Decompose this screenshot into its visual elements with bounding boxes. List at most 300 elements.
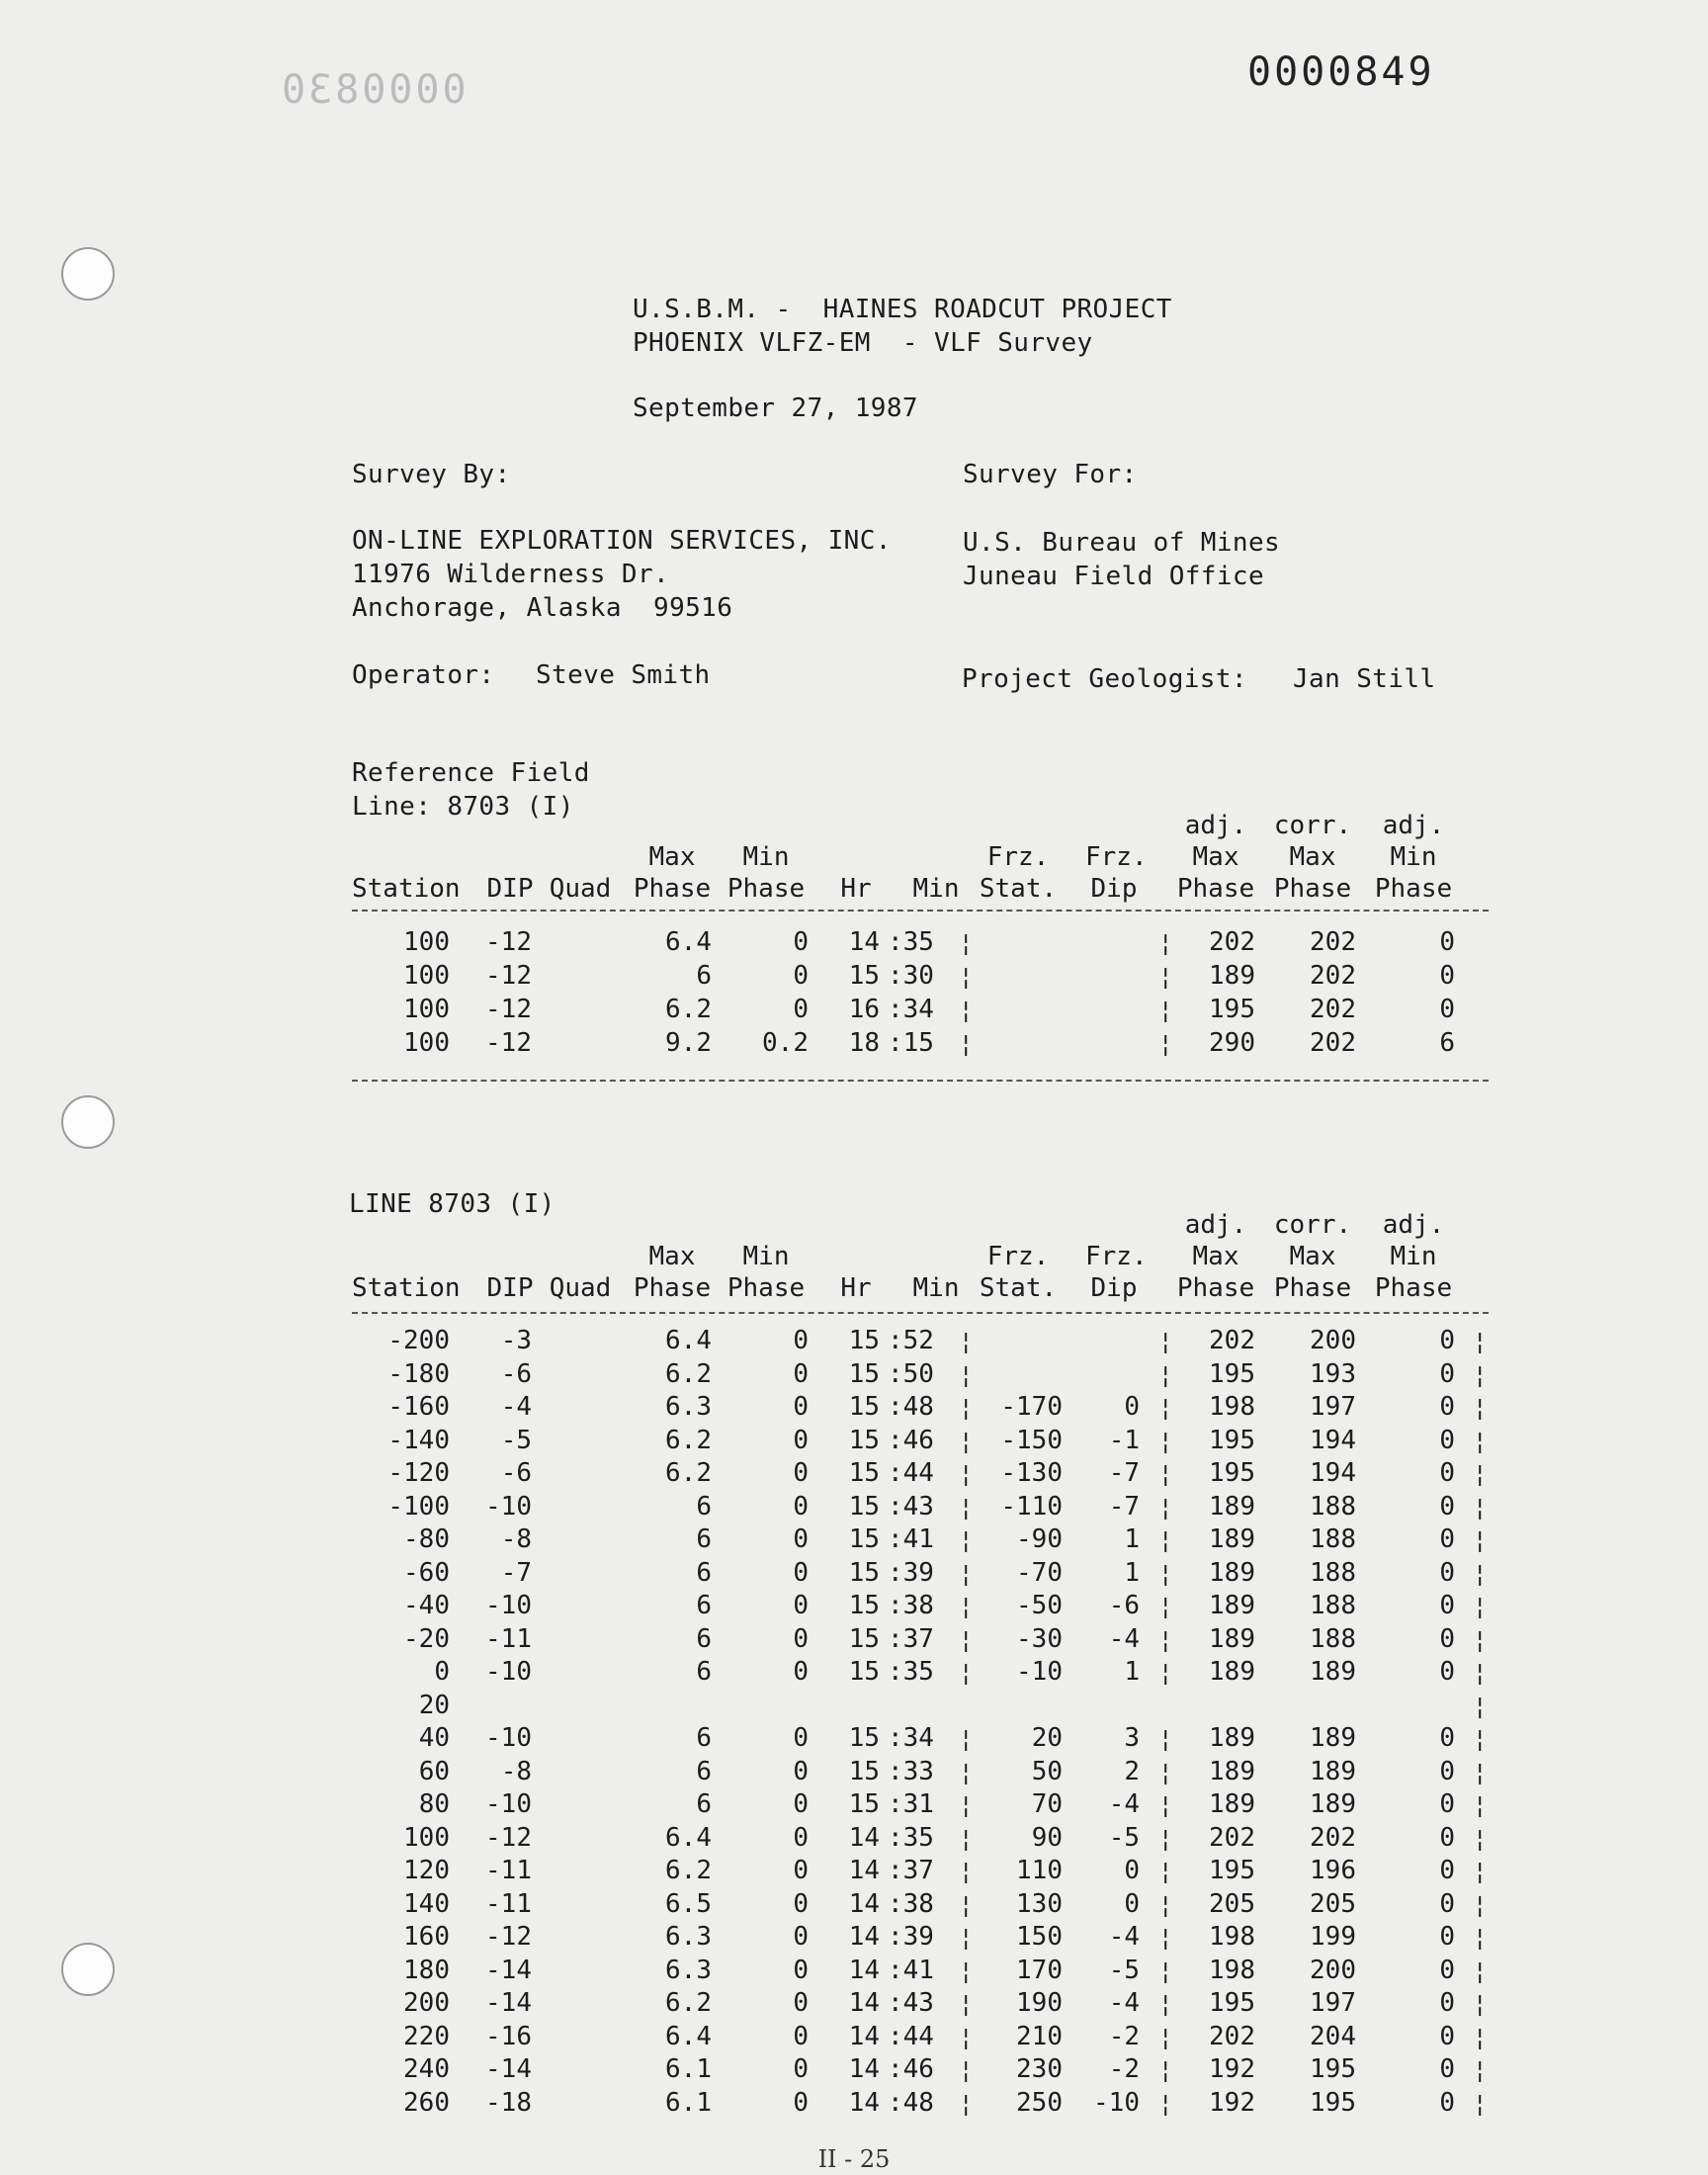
cell-corr-max-phase: 188 xyxy=(1310,1491,1356,1522)
cell-hr: 14 xyxy=(848,1922,880,1952)
cell-corr-max-phase: 202 xyxy=(1310,995,1356,1024)
cell-min-phase: 0 xyxy=(793,1557,809,1588)
cell-min: :48 xyxy=(888,1392,934,1422)
cell-max-phase: 6 xyxy=(696,1623,712,1654)
cell-station: -140 xyxy=(387,1425,450,1455)
cell-min-phase: 0 xyxy=(793,1657,809,1687)
cell-corr-max-phase: 188 xyxy=(1310,1557,1356,1588)
cell-min: :38 xyxy=(888,1591,934,1620)
separator-bar: ¦ xyxy=(1473,1791,1488,1819)
column-header-adj-max-phase: adj. xyxy=(1184,811,1247,840)
cell-adj-min-phase: 0 xyxy=(1439,1988,1455,2018)
cell-frz-stat: -70 xyxy=(1016,1557,1063,1588)
cell-corr-max-phase: 195 xyxy=(1310,2087,1356,2118)
cell-station: -120 xyxy=(387,1458,450,1488)
cell-dip: -11 xyxy=(485,1888,532,1919)
cell-station: 260 xyxy=(403,2087,450,2118)
column-header-adj-max-phase: Phase xyxy=(1176,1273,1255,1303)
cell-dip: -18 xyxy=(485,2087,532,2118)
cell-hr: 16 xyxy=(848,995,880,1024)
cell-min: :44 xyxy=(888,2021,934,2051)
cell-dip: -12 xyxy=(485,1822,532,1853)
separator-bar: ¦ xyxy=(1473,1890,1488,1919)
separator-bar: ¦ xyxy=(959,1924,974,1952)
cell-min-phase: 0 xyxy=(793,1922,809,1952)
cell-dip: -14 xyxy=(485,1988,532,2018)
cell-min: :35 xyxy=(888,1822,934,1853)
cell-station: 40 xyxy=(418,1723,450,1753)
separator-bar: ¦ xyxy=(1473,1990,1488,2018)
cell-max-phase: 6.4 xyxy=(665,1822,712,1853)
cell-frz-stat: 170 xyxy=(1016,1955,1063,1985)
operator-name: Steve Smith xyxy=(536,660,711,690)
company-street: 11976 Wilderness Dr. xyxy=(352,560,670,589)
cell-dip: -3 xyxy=(500,1326,532,1355)
page-number: II - 25 xyxy=(817,2145,891,2173)
cell-adj-min-phase: 0 xyxy=(1439,1326,1455,1355)
cell-min-phase: 0.2 xyxy=(762,1028,809,1058)
cell-frz-dip: -7 xyxy=(1108,1491,1140,1522)
cell-frz-stat: 70 xyxy=(1031,1789,1063,1819)
cell-corr-max-phase: 188 xyxy=(1310,1524,1356,1554)
cell-adj-max-phase: 195 xyxy=(1209,1988,1255,2018)
cell-min: :44 xyxy=(888,1458,934,1488)
cell-adj-min-phase: 0 xyxy=(1439,1723,1455,1753)
cell-adj-max-phase: 202 xyxy=(1209,2021,1255,2051)
column-header-adj-min-phase: adj. xyxy=(1382,811,1445,840)
cell-hr: 14 xyxy=(848,1955,880,1985)
cell-min: :41 xyxy=(888,1955,934,1985)
separator-bar: ¦ xyxy=(959,1593,974,1620)
cell-frz-dip: 0 xyxy=(1124,1392,1140,1422)
operator-label: Operator: xyxy=(352,660,495,690)
column-header-adj-min-phase: Phase xyxy=(1374,874,1453,904)
cell-min: :33 xyxy=(888,1756,934,1786)
reference-title: Reference Field xyxy=(352,758,590,788)
cell-frz-stat: 250 xyxy=(1016,2087,1063,2118)
company-name: ON-LINE EXPLORATION SERVICES, INC. xyxy=(352,526,892,556)
cell-station: 100 xyxy=(403,1822,450,1853)
separator-bar: ¦ xyxy=(1158,1990,1173,2018)
column-header-quad: Quad xyxy=(549,1273,612,1303)
cell-adj-max-phase: 195 xyxy=(1209,995,1255,1024)
cell-station: 100 xyxy=(403,961,450,991)
cell-hr: 18 xyxy=(848,1028,880,1058)
separator-bar: ¦ xyxy=(1158,1957,1173,1985)
cell-dip: -16 xyxy=(485,2021,532,2051)
cell-min-phase: 0 xyxy=(793,1856,809,1885)
separator-bar: ¦ xyxy=(959,1559,974,1588)
separator-bar: ¦ xyxy=(1158,1858,1173,1885)
cell-min: :46 xyxy=(888,1425,934,1455)
separator-bar: ¦ xyxy=(959,1858,974,1885)
cell-hr: 15 xyxy=(848,1392,880,1422)
cell-frz-stat: 130 xyxy=(1016,1888,1063,1919)
separator-bar: ¦ xyxy=(1158,1360,1173,1389)
cell-corr-max-phase: 194 xyxy=(1310,1458,1356,1488)
cell-min: :48 xyxy=(888,2087,934,2118)
separator-bar: ¦ xyxy=(1473,1328,1488,1355)
cell-min-phase: 0 xyxy=(793,1591,809,1620)
cell-adj-min-phase: 0 xyxy=(1439,1888,1455,1919)
separator-bar: ¦ xyxy=(959,1725,974,1753)
cell-max-phase: 6.1 xyxy=(665,2054,712,2084)
cell-dip: -12 xyxy=(485,995,532,1024)
cell-corr-max-phase: 197 xyxy=(1310,1988,1356,2018)
cell-hr: 14 xyxy=(848,927,880,957)
cell-corr-max-phase: 195 xyxy=(1310,2054,1356,2084)
column-header-corr-max-phase: Max xyxy=(1289,842,1336,872)
cell-corr-max-phase: 194 xyxy=(1310,1425,1356,1455)
cell-adj-max-phase: 189 xyxy=(1209,961,1255,991)
separator-bar: ¦ xyxy=(959,1890,974,1919)
cell-corr-max-phase: 202 xyxy=(1310,961,1356,991)
cell-max-phase: 6 xyxy=(696,1591,712,1620)
cell-min-phase: 0 xyxy=(793,1789,809,1819)
cell-adj-min-phase: 0 xyxy=(1439,1425,1455,1455)
table-divider xyxy=(352,1080,1489,1082)
cell-dip: -6 xyxy=(500,1458,532,1488)
cell-adj-min-phase: 6 xyxy=(1439,1028,1455,1058)
cell-corr-max-phase: 189 xyxy=(1310,1756,1356,1786)
column-header-station: Station xyxy=(352,1273,461,1303)
cell-frz-dip: -4 xyxy=(1108,1789,1140,1819)
cell-corr-max-phase: 199 xyxy=(1310,1922,1356,1952)
cell-min-phase: 0 xyxy=(793,1623,809,1654)
cell-hr: 15 xyxy=(848,1657,880,1687)
cell-adj-max-phase: 189 xyxy=(1209,1657,1255,1687)
cell-corr-max-phase: 188 xyxy=(1310,1623,1356,1654)
separator-bar: ¦ xyxy=(959,1957,974,1985)
cell-hr: 15 xyxy=(848,1425,880,1455)
cell-adj-min-phase: 0 xyxy=(1439,1591,1455,1620)
cell-station: -180 xyxy=(387,1358,450,1389)
company-city: Anchorage, Alaska 99516 xyxy=(352,593,733,623)
cell-adj-min-phase: 0 xyxy=(1439,1623,1455,1654)
column-header-frz-dip: Frz. xyxy=(1085,842,1148,872)
cell-min: :39 xyxy=(888,1922,934,1952)
cell-frz-stat: -90 xyxy=(1016,1524,1063,1554)
separator-bar: ¦ xyxy=(1473,2089,1488,2118)
column-header-max-phase: Phase xyxy=(633,874,712,904)
cell-adj-max-phase: 189 xyxy=(1209,1756,1255,1786)
separator-bar: ¦ xyxy=(1473,1692,1488,1720)
punch-hole xyxy=(61,1095,115,1149)
column-header-corr-max-phase: Phase xyxy=(1273,874,1352,904)
cell-min: :46 xyxy=(888,2054,934,2084)
cell-adj-max-phase: 202 xyxy=(1209,1822,1255,1853)
cell-corr-max-phase: 202 xyxy=(1310,1028,1356,1058)
separator-bar: ¦ xyxy=(1158,1030,1173,1058)
separator-bar: ¦ xyxy=(959,2056,974,2084)
cell-adj-max-phase: 195 xyxy=(1209,1458,1255,1488)
column-header-adj-min-phase: Min xyxy=(1390,1242,1437,1271)
separator-bar: ¦ xyxy=(959,1460,974,1488)
separator-bar: ¦ xyxy=(959,1659,974,1687)
cell-frz-dip: 0 xyxy=(1124,1888,1140,1919)
cell-adj-max-phase: 195 xyxy=(1209,1358,1255,1389)
separator-bar: ¦ xyxy=(959,1758,974,1786)
separator-bar: ¦ xyxy=(959,1360,974,1389)
cell-frz-dip: -10 xyxy=(1093,2087,1140,2118)
cell-hr: 15 xyxy=(848,1723,880,1753)
cell-station: -160 xyxy=(387,1392,450,1422)
cell-min-phase: 0 xyxy=(793,1358,809,1389)
cell-min-phase: 0 xyxy=(793,995,809,1024)
column-header-adj-min-phase: Min xyxy=(1390,842,1437,872)
separator-bar: ¦ xyxy=(1158,2056,1173,2084)
cell-station: -40 xyxy=(403,1591,450,1620)
separator-bar: ¦ xyxy=(959,1394,974,1422)
column-header-frz-dip: Frz. xyxy=(1085,1242,1148,1271)
cell-station: -60 xyxy=(403,1557,450,1588)
table-divider xyxy=(352,910,1489,912)
separator-bar: ¦ xyxy=(1158,1593,1173,1620)
cell-max-phase: 6 xyxy=(696,1789,712,1819)
separator-bar: ¦ xyxy=(1473,2023,1488,2051)
column-header-dip: DIP xyxy=(486,874,534,904)
cell-adj-max-phase: 198 xyxy=(1209,1922,1255,1952)
cell-max-phase: 6 xyxy=(696,1723,712,1753)
cell-dip: -8 xyxy=(500,1524,532,1554)
cell-frz-stat: 190 xyxy=(1016,1988,1063,2018)
separator-bar: ¦ xyxy=(1473,1957,1488,1985)
cell-frz-dip: -1 xyxy=(1108,1425,1140,1455)
client-office: Juneau Field Office xyxy=(963,562,1265,591)
cell-max-phase: 6.3 xyxy=(665,1392,712,1422)
cell-dip: -11 xyxy=(485,1856,532,1885)
cell-min: :34 xyxy=(888,995,934,1024)
cell-adj-min-phase: 0 xyxy=(1439,1756,1455,1786)
cell-station: 200 xyxy=(403,1988,450,2018)
cell-adj-min-phase: 0 xyxy=(1439,2087,1455,2118)
cell-adj-max-phase: 189 xyxy=(1209,1723,1255,1753)
cell-max-phase: 6 xyxy=(696,961,712,991)
cell-station: -20 xyxy=(403,1623,450,1654)
cell-station: 100 xyxy=(403,1028,450,1058)
cell-min-phase: 0 xyxy=(793,2087,809,2118)
cell-hr: 15 xyxy=(848,1789,880,1819)
cell-adj-max-phase: 198 xyxy=(1209,1392,1255,1422)
cell-min: :30 xyxy=(888,961,934,991)
separator-bar: ¦ xyxy=(1158,1460,1173,1488)
cell-min: :35 xyxy=(888,927,934,957)
cell-max-phase: 6.2 xyxy=(665,1425,712,1455)
cell-frz-stat: 50 xyxy=(1031,1756,1063,1786)
cell-frz-dip: -5 xyxy=(1108,1955,1140,1985)
cell-adj-min-phase: 0 xyxy=(1439,1789,1455,1819)
cell-max-phase: 6.2 xyxy=(665,1458,712,1488)
survey-for-label: Survey For: xyxy=(963,460,1138,489)
cell-hr: 14 xyxy=(848,1988,880,2018)
cell-station: 160 xyxy=(403,1922,450,1952)
separator-bar: ¦ xyxy=(1473,1427,1488,1455)
cell-min-phase: 0 xyxy=(793,1955,809,1985)
cell-station: -100 xyxy=(387,1491,450,1522)
cell-frz-dip: 2 xyxy=(1124,1756,1140,1786)
cell-min-phase: 0 xyxy=(793,1524,809,1554)
cell-hr: 14 xyxy=(848,1822,880,1853)
cell-station: 180 xyxy=(403,1955,450,1985)
cell-hr: 15 xyxy=(848,1756,880,1786)
cell-dip: -10 xyxy=(485,1723,532,1753)
cell-station: 120 xyxy=(403,1856,450,1885)
separator-bar: ¦ xyxy=(959,1625,974,1654)
separator-bar: ¦ xyxy=(1158,1526,1173,1554)
cell-frz-stat: -110 xyxy=(1000,1491,1063,1522)
column-header-min: Min xyxy=(912,1273,960,1303)
cell-dip: -8 xyxy=(500,1756,532,1786)
cell-corr-max-phase: 189 xyxy=(1310,1657,1356,1687)
separator-bar: ¦ xyxy=(1158,1924,1173,1952)
cell-frz-dip: -2 xyxy=(1108,2054,1140,2084)
cell-frz-dip: -4 xyxy=(1108,1922,1140,1952)
cell-hr: 14 xyxy=(848,1888,880,1919)
cell-max-phase: 6.2 xyxy=(665,1856,712,1885)
separator-bar: ¦ xyxy=(1473,1526,1488,1554)
separator-bar: ¦ xyxy=(1473,1625,1488,1654)
separator-bar: ¦ xyxy=(1158,1493,1173,1522)
cell-max-phase: 6.4 xyxy=(665,2021,712,2051)
column-header-adj-min-phase: adj. xyxy=(1382,1210,1445,1240)
cell-adj-min-phase: 0 xyxy=(1439,1392,1455,1422)
column-header-dip: DIP xyxy=(486,1273,534,1303)
cell-adj-max-phase: 189 xyxy=(1209,1623,1255,1654)
survey-by-label: Survey By: xyxy=(352,460,511,489)
cell-max-phase: 6.2 xyxy=(665,1988,712,2018)
cell-max-phase: 6.2 xyxy=(665,995,712,1024)
doc-number: 0000849 xyxy=(1247,49,1435,95)
cell-station: 140 xyxy=(403,1888,450,1919)
cell-hr: 15 xyxy=(848,961,880,991)
cell-min-phase: 0 xyxy=(793,961,809,991)
cell-adj-min-phase: 0 xyxy=(1439,2054,1455,2084)
column-header-min-phase: Phase xyxy=(726,874,806,904)
column-header-adj-max-phase: Phase xyxy=(1176,874,1255,904)
cell-hr: 15 xyxy=(848,1491,880,1522)
cell-adj-max-phase: 192 xyxy=(1209,2054,1255,2084)
cell-min: :34 xyxy=(888,1723,934,1753)
cell-max-phase: 9.2 xyxy=(665,1028,712,1058)
cell-adj-min-phase: 0 xyxy=(1439,1557,1455,1588)
column-header-frz-dip: Dip xyxy=(1090,874,1138,904)
cell-max-phase: 6.3 xyxy=(665,1922,712,1952)
separator-bar: ¦ xyxy=(1473,1659,1488,1687)
separator-bar: ¦ xyxy=(959,929,974,957)
cell-hr: 15 xyxy=(848,1524,880,1554)
cell-dip: -10 xyxy=(485,1491,532,1522)
cell-hr: 14 xyxy=(848,2087,880,2118)
cell-frz-stat: -30 xyxy=(1016,1623,1063,1654)
cell-frz-dip: 1 xyxy=(1124,1657,1140,1687)
cell-frz-stat: 90 xyxy=(1031,1822,1063,1853)
cell-frz-dip: 1 xyxy=(1124,1557,1140,1588)
cell-min: :43 xyxy=(888,1988,934,2018)
column-header-frz-stat: Stat. xyxy=(979,1273,1058,1303)
cell-adj-max-phase: 195 xyxy=(1209,1856,1255,1885)
cell-dip: -14 xyxy=(485,1955,532,1985)
cell-frz-stat: -150 xyxy=(1000,1425,1063,1455)
cell-max-phase: 6 xyxy=(696,1557,712,1588)
cell-dip: -10 xyxy=(485,1657,532,1687)
separator-bar: ¦ xyxy=(959,1030,974,1058)
separator-bar: ¦ xyxy=(959,1824,974,1853)
separator-bar: ¦ xyxy=(1473,1824,1488,1853)
cell-station: 0 xyxy=(434,1657,450,1687)
cell-dip: -10 xyxy=(485,1591,532,1620)
separator-bar: ¦ xyxy=(959,1990,974,2018)
cell-max-phase: 6.3 xyxy=(665,1955,712,1985)
cell-adj-min-phase: 0 xyxy=(1439,1491,1455,1522)
cell-frz-dip: -2 xyxy=(1108,2021,1140,2051)
cell-hr: 15 xyxy=(848,1623,880,1654)
separator-bar: ¦ xyxy=(1158,2089,1173,2118)
cell-hr: 14 xyxy=(848,1856,880,1885)
cell-frz-dip: 1 xyxy=(1124,1524,1140,1554)
cell-corr-max-phase: 205 xyxy=(1310,1888,1356,1919)
cell-corr-max-phase: 189 xyxy=(1310,1723,1356,1753)
separator-bar: ¦ xyxy=(959,1526,974,1554)
cell-max-phase: 6 xyxy=(696,1756,712,1786)
cell-hr: 15 xyxy=(848,1458,880,1488)
cell-min-phase: 0 xyxy=(793,1888,809,1919)
cell-adj-min-phase: 0 xyxy=(1439,1358,1455,1389)
cell-frz-dip: -6 xyxy=(1108,1591,1140,1620)
cell-adj-min-phase: 0 xyxy=(1439,1458,1455,1488)
separator-bar: ¦ xyxy=(1473,1858,1488,1885)
cell-adj-max-phase: 189 xyxy=(1209,1789,1255,1819)
cell-max-phase: 6.5 xyxy=(665,1888,712,1919)
separator-bar: ¦ xyxy=(1158,1791,1173,1819)
cell-max-phase: 6.1 xyxy=(665,2087,712,2118)
column-header-quad: Quad xyxy=(549,874,612,904)
cell-min-phase: 0 xyxy=(793,1822,809,1853)
cell-frz-stat: -10 xyxy=(1016,1657,1063,1687)
cell-station: 100 xyxy=(403,995,450,1024)
cell-station: 240 xyxy=(403,2054,450,2084)
cell-frz-stat: 150 xyxy=(1016,1922,1063,1952)
survey-date: September 27, 1987 xyxy=(633,393,918,423)
cell-adj-max-phase: 290 xyxy=(1209,1028,1255,1058)
cell-station: 60 xyxy=(418,1756,450,1786)
cell-min-phase: 0 xyxy=(793,1723,809,1753)
cell-min: :52 xyxy=(888,1326,934,1355)
cell-adj-min-phase: 0 xyxy=(1439,1822,1455,1853)
cell-frz-stat: 230 xyxy=(1016,2054,1063,2084)
separator-bar: ¦ xyxy=(1158,1824,1173,1853)
column-header-adj-max-phase: adj. xyxy=(1184,1210,1247,1240)
cell-dip: -12 xyxy=(485,961,532,991)
column-header-station: Station xyxy=(352,874,461,904)
cell-adj-min-phase: 0 xyxy=(1439,961,1455,991)
cell-hr: 15 xyxy=(848,1557,880,1588)
column-header-corr-max-phase: corr. xyxy=(1273,811,1352,840)
cell-frz-dip: -4 xyxy=(1108,1988,1140,2018)
cell-dip: -12 xyxy=(485,1028,532,1058)
column-header-adj-min-phase: Phase xyxy=(1374,1273,1453,1303)
cell-frz-stat: -170 xyxy=(1000,1392,1063,1422)
cell-adj-min-phase: 0 xyxy=(1439,2021,1455,2051)
reference-line: Line: 8703 (I) xyxy=(352,792,574,822)
cell-min: :43 xyxy=(888,1491,934,1522)
cell-station: 80 xyxy=(418,1789,450,1819)
cell-max-phase: 6.2 xyxy=(665,1358,712,1389)
geologist-label: Project Geologist: xyxy=(962,664,1247,694)
cell-adj-max-phase: 198 xyxy=(1209,1955,1255,1985)
cell-min-phase: 0 xyxy=(793,2054,809,2084)
cell-min-phase: 0 xyxy=(793,1326,809,1355)
cell-frz-dip: -4 xyxy=(1108,1623,1140,1654)
